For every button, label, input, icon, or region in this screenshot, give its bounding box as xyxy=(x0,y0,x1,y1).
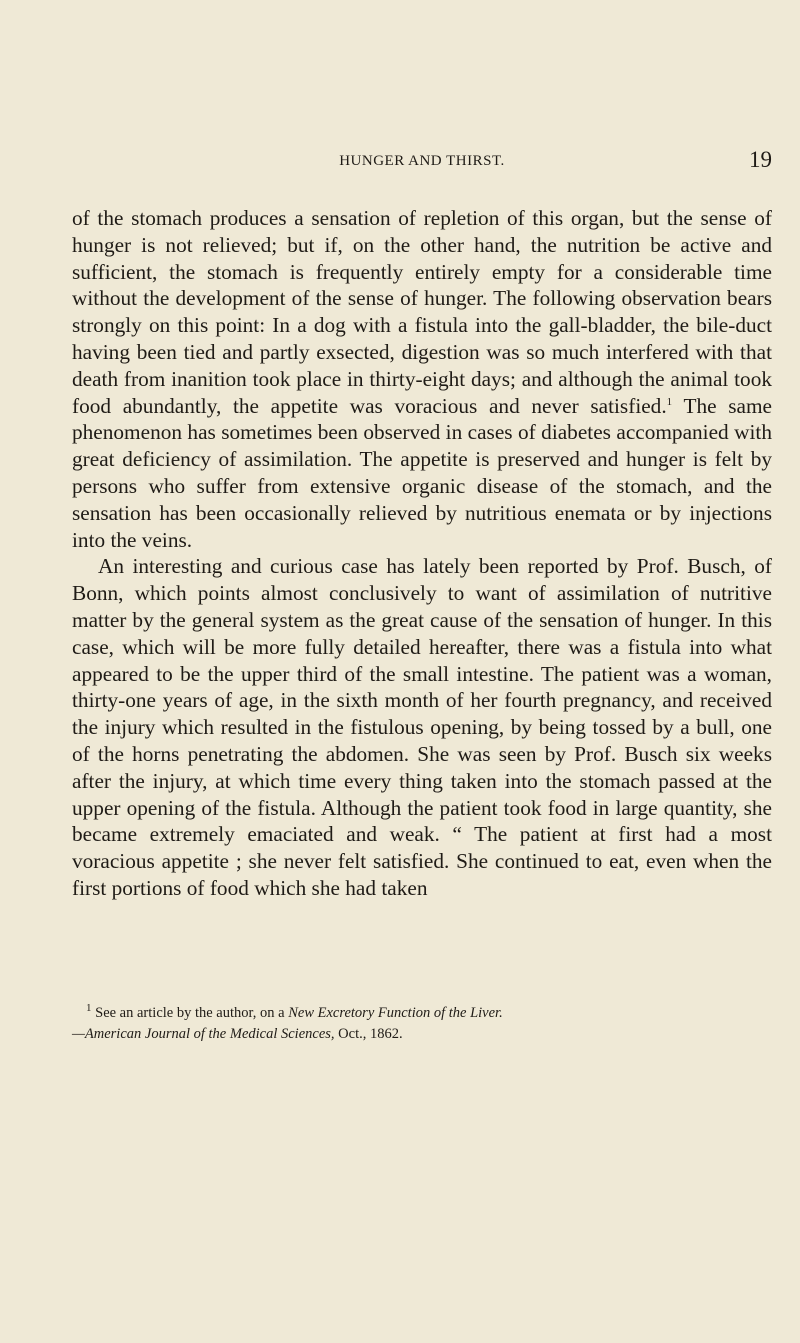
paragraph xyxy=(72,205,772,553)
journal-title: —American Journal of the Medical Sciences, xyxy=(72,1026,335,1042)
footnote xyxy=(72,1003,772,1045)
footnote-marker: 1 xyxy=(86,1002,92,1015)
page-number: 19 xyxy=(749,147,772,172)
paragraph: An interesting and curious case has lately been reported by Prof. Busch, of Bonn, which points almost conclusively to want of assimilation of nutritive matter by the general system as the great cause of the sensation of hunger. In this case, which will be more fully detailed hereafter, there was a fistula into what appeared to be the upper third of the small intestine. The patient was a woman, thirty-one years of age, in the sixth month of her fourth pregnancy, and received the injury which resulted in the fistulous opening, by being tossed by a bull, one of the horns penetrating the abdomen. She was seen by Prof. Busch six weeks after the injury, at which time every thing taken into the stomach passed at the upper opening of the fistula. Although the patient took food in large quantity, she became extremely emaciated and weak. “ The patient at first had a most voracious appetite ; she never felt satisfied. She continued to eat, even when the first portions of food which she had taken xyxy=(72,554,772,900)
running-title: HUNGER AND THIRST. xyxy=(339,153,505,169)
footnote-line xyxy=(72,1003,772,1024)
paragraph-text: of the stomach produces a sensation of repletion of this organ, but the sense of hunger is not relieved; but if, on the other hand, the nutrition be active and sufficient, the stomach is frequently entirely empty for a considerable time without the development of the sense of hunger. The following observation bears strongly on this point: In a dog with a fistula into the gall-bladder, the bile-duct having been tied and partly exsected, digestion was so much interfered with that death from inanition took place in thirty-eight days; and although the animal took food abundantly, the appetite was voracious and never satisfied. xyxy=(72,206,772,418)
footnote-reference: 1 xyxy=(666,395,673,408)
paragraph-text: The same phenomenon has sometimes been observed in cases of diabetes accompanied with great deficiency of assimilation. The appetite is preserved and hunger is felt by persons who suffer from extensive organic disease of the stomach, and the sensation has been occasionally relieved by nutritious enemata or by injections into the veins. xyxy=(72,393,772,552)
footnote-source xyxy=(72,1024,772,1045)
footnote-text: See an article by the author, on a xyxy=(91,1005,289,1021)
journal-date: Oct., 1862. xyxy=(334,1026,403,1042)
body-text xyxy=(72,205,772,902)
article-title: New Excretory Function of the Liver. xyxy=(288,1005,503,1021)
page-header xyxy=(72,147,772,177)
